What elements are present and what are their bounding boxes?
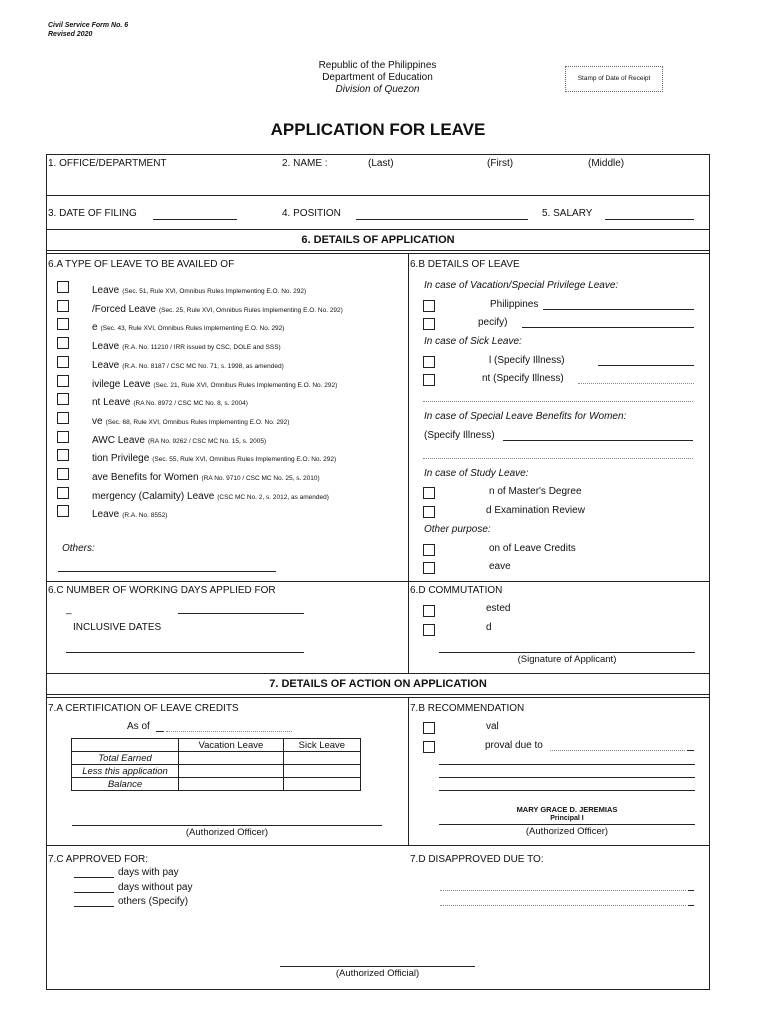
leave-type-row — [92, 392, 402, 410]
others-specify-label: others (Specify) — [118, 896, 189, 907]
commutation-option-1-checkbox[interactable] — [423, 605, 435, 617]
leave-type-reference: (RA No. 8972 / CSC MC No. 8, s. 2004) — [133, 400, 248, 407]
credits-cell[interactable] — [283, 765, 360, 778]
leave-type-reference: (CSC MC No. 2, s. 2012, as amended) — [217, 494, 329, 501]
commutation-option-2-checkbox[interactable] — [423, 624, 435, 636]
others-label: Others: — [62, 543, 95, 554]
department-label: Department of Education — [322, 72, 433, 83]
leave-type-row — [92, 355, 402, 373]
leave-type-checkbox[interactable] — [57, 505, 69, 517]
study-option-1-checkbox[interactable] — [423, 487, 435, 499]
as-of-dash — [156, 731, 164, 732]
leave-type-checkbox[interactable] — [57, 300, 69, 312]
vacation-option-2-label: pecify) — [478, 317, 508, 328]
leave-type-row — [92, 280, 402, 298]
leave-type-label: mergency (Calamity) Leave — [92, 491, 215, 502]
applicant-signature-label: (Signature of Applicant) — [517, 654, 617, 665]
leave-type-label: AWC Leave — [92, 435, 145, 446]
other-purpose-heading: Other purpose: — [424, 524, 491, 535]
section6c-title: 6.C NUMBER OF WORKING DAYS APPLIED FOR — [48, 585, 276, 596]
authorized-officer-b-label: (Authorized Officer) — [525, 826, 609, 837]
section6-title: 6. DETAILS OF APPLICATION — [301, 234, 455, 246]
recommend-approval-label: val — [486, 721, 499, 732]
leave-type-checkbox[interactable] — [57, 468, 69, 480]
date-filing-label: 3. DATE OF FILING — [48, 208, 137, 219]
authorized-officer-a-line[interactable] — [72, 825, 382, 826]
days-with-pay-label: days with pay — [118, 867, 179, 878]
vacation-option-1-label: Philippines — [490, 299, 539, 310]
leave-type-reference: (Sec. 55, Rule XVI, Omnibus Rules Implementing E.O. No. 292) — [152, 456, 337, 463]
recommend-approval-checkbox[interactable] — [423, 722, 435, 734]
leave-type-label: nt Leave — [92, 397, 131, 408]
leave-type-label: tion Privilege — [92, 453, 150, 464]
receipt-stamp-box — [565, 66, 663, 92]
recommend-line-2[interactable] — [439, 777, 695, 778]
leave-type-checkbox[interactable] — [57, 281, 69, 293]
credits-cell[interactable] — [179, 778, 284, 791]
form-number: Civil Service Form No. 6 — [48, 22, 129, 29]
recommend-disapproval-end — [687, 750, 694, 751]
sick-option-1-line — [598, 365, 694, 366]
vacation-option-1-line — [543, 309, 694, 310]
sick-option-2-line — [578, 383, 694, 384]
vacation-option-2-line — [522, 327, 694, 328]
name-last: (Last) — [368, 158, 394, 169]
section6c-dash: _ — [66, 604, 72, 615]
leave-type-row — [92, 411, 402, 429]
other-option-1-label: on of Leave Credits — [489, 543, 576, 554]
name-middle: (Middle) — [588, 158, 625, 169]
authorized-officer-b-line[interactable] — [439, 824, 695, 825]
disapproved-line-1[interactable] — [440, 890, 686, 891]
leave-type-reference: (Sec. 43, Rule XVI, Omnibus Rules Implementing E.O. No. 292) — [100, 325, 285, 332]
leave-type-row — [92, 467, 402, 485]
disapproved-line-2-end — [688, 905, 694, 906]
form-title: APPLICATION FOR LEAVE — [270, 120, 486, 139]
section6a-title: 6.A TYPE OF LEAVE TO BE AVAILED OF — [48, 259, 235, 270]
leave-type-reference: (Sec. 25, Rule XVI, Omnibus Rules Implementing E.O. No. 292) — [158, 307, 343, 314]
leave-type-reference: (RA No. 9710 / CSC MC No. 25, s. 2010) — [201, 475, 320, 482]
sick-heading: In case of Sick Leave: — [424, 336, 522, 347]
leave-type-row — [92, 486, 402, 504]
leave-type-label: ave Benefits for Women — [92, 472, 199, 483]
credits-cell[interactable] — [179, 765, 284, 778]
leave-type-reference: (RA No. 9262 / CSC MC No. 15, s. 2005) — [147, 438, 267, 445]
leave-type-label: Leave — [92, 285, 120, 296]
credits-header-vacation: Vacation Leave — [179, 739, 284, 752]
authorized-officer-a-label: (Authorized Officer) — [185, 827, 269, 838]
vacation-option-1-checkbox[interactable] — [423, 300, 435, 312]
inclusive-dates-field[interactable] — [66, 652, 304, 653]
recommend-disapproval-checkbox[interactable] — [423, 741, 435, 753]
leave-type-row — [92, 336, 402, 354]
inclusive-dates-label: INCLUSIVE DATES — [73, 622, 162, 633]
credits-cell[interactable] — [283, 778, 360, 791]
section6b-title: 6.B DETAILS OF LEAVE — [410, 259, 520, 270]
leave-type-row — [92, 299, 402, 317]
leave-type-reference: (Sec. 21, Rule XVI, Omnibus Rules Implementing E.O. No. 292) — [153, 382, 338, 389]
leave-type-label: Leave — [92, 509, 120, 520]
days-without-pay-field[interactable] — [74, 892, 114, 893]
leave-type-label: Leave — [92, 360, 120, 371]
women-option-label: (Specify Illness) — [424, 430, 495, 441]
leave-type-checkbox[interactable] — [57, 375, 69, 387]
women-option-line — [503, 440, 693, 441]
name-label: 2. NAME : — [282, 158, 328, 169]
salary-field[interactable] — [605, 219, 694, 220]
sick-option-1-label: l (Specify Illness) — [489, 355, 565, 366]
women-extra-line — [423, 458, 693, 459]
leave-type-checkbox[interactable] — [57, 337, 69, 349]
applicant-signature-line[interactable] — [439, 652, 695, 653]
authorized-official-label: (Authorized Official) — [335, 968, 420, 979]
section7d-title: 7.D DISAPPROVED DUE TO: — [410, 854, 544, 865]
others-specify-field[interactable] — [74, 906, 114, 907]
disapproved-line-1-end — [688, 890, 694, 891]
sick-extra-line — [423, 401, 693, 402]
salary-label: 5. SALARY — [542, 208, 593, 219]
leave-type-checkbox[interactable] — [57, 431, 69, 443]
section6d-title: 6.D COMMUTATION — [410, 585, 503, 596]
as-of-field[interactable] — [166, 731, 292, 732]
section7b-title: 7.B RECOMMENDATION — [410, 703, 525, 714]
section7a-title: 7.A CERTIFICATION OF LEAVE CREDITS — [48, 703, 239, 714]
leave-type-label: ivilege Leave — [92, 379, 151, 390]
commutation-option-1-label: ested — [486, 603, 511, 614]
leave-type-row — [92, 448, 402, 466]
credits-row-less: Less this application — [72, 765, 179, 778]
signer-name: MARY GRACE D. JEREMIAS — [516, 805, 618, 814]
sick-option-2-checkbox[interactable] — [423, 374, 435, 386]
leave-type-checkbox[interactable] — [57, 487, 69, 499]
days-with-pay-field[interactable] — [74, 877, 114, 878]
credits-header-blank — [72, 739, 179, 752]
position-field[interactable] — [356, 219, 528, 220]
leave-type-reference: (R.A. No. 11210 / IRR issued by CSC, DOLE and SSS) — [122, 344, 281, 351]
section7c-title: 7.C APPROVED FOR: — [48, 854, 149, 865]
authorized-official-line[interactable] — [280, 966, 475, 967]
women-heading: In case of Special Leave Benefits for Women: — [424, 411, 627, 422]
credits-cell[interactable] — [283, 752, 360, 765]
study-option-2-label: d Examination Review — [486, 505, 585, 516]
leave-type-checkbox[interactable] — [57, 449, 69, 461]
disapproved-line-2[interactable] — [440, 905, 686, 906]
credits-cell[interactable] — [179, 752, 284, 765]
position-label: 4. POSITION — [282, 208, 341, 219]
sick-option-1-checkbox[interactable] — [423, 356, 435, 368]
sick-option-2-label: nt (Specify Illness) — [482, 373, 564, 384]
as-of-label: As of — [127, 721, 150, 732]
recommend-disapproval-label: proval due to — [485, 740, 543, 751]
other-option-2-label: eave — [489, 561, 511, 572]
study-option-2-checkbox[interactable] — [423, 506, 435, 518]
study-option-1-label: n of Master's Degree — [489, 486, 582, 497]
leave-type-row — [92, 374, 402, 392]
leave-type-label: e — [92, 322, 98, 333]
leave-type-label: /Forced Leave — [92, 304, 156, 315]
republic-label: Republic of the Philippines — [318, 60, 437, 71]
signer-title: Principal I — [550, 815, 584, 822]
credits-row-balance: Balance — [72, 778, 179, 791]
credits-header-sick: Sick Leave — [283, 739, 360, 752]
recommend-line-3[interactable] — [439, 790, 695, 791]
vacation-heading: In case of Vacation/Special Privilege Leave: — [424, 280, 619, 291]
leave-credits-table — [71, 738, 361, 791]
date-filing-field[interactable] — [153, 219, 237, 220]
other-option-2-checkbox[interactable] — [423, 562, 435, 574]
leave-type-label: Leave — [92, 341, 120, 352]
leave-type-reference: (R.A. No. 8552) — [122, 512, 168, 519]
form-revision: Revised 2020 — [48, 31, 93, 38]
leave-type-reference: (R.A. No. 8187 / CSC MC No. 71, s. 1998, as amended) — [122, 363, 284, 370]
leave-type-checkbox[interactable] — [57, 318, 69, 330]
section7-title: 7. DETAILS OF ACTION ON APPLICATION — [269, 678, 487, 690]
study-heading: In case of Study Leave: — [424, 468, 529, 479]
leave-type-reference: (Sec. 51, Rule XVI, Omnibus Rules Implementing E.O. No. 292) — [122, 288, 307, 295]
credits-row-total-earned: Total Earned — [72, 752, 179, 765]
division-label: Division of Quezon — [335, 84, 420, 95]
leave-type-checkbox[interactable] — [57, 412, 69, 424]
others-field[interactable] — [58, 571, 276, 572]
working-days-field[interactable] — [178, 613, 304, 614]
recommend-line-1[interactable] — [439, 764, 695, 765]
vacation-option-2-checkbox[interactable] — [423, 318, 435, 330]
leave-type-checkbox[interactable] — [57, 356, 69, 368]
leave-type-row — [92, 430, 402, 448]
office-label: 1. OFFICE/DEPARTMENT — [48, 158, 167, 169]
recommend-disapproval-dotted — [550, 750, 685, 751]
leave-type-reference: (Sec. 68, Rule XVI, Omnibus Rules Implementing E.O. No. 292) — [105, 419, 290, 426]
leave-type-row — [92, 504, 402, 522]
leave-type-label: ve — [92, 416, 103, 427]
leave-type-checkbox[interactable] — [57, 393, 69, 405]
name-first: (First) — [487, 158, 514, 169]
days-without-pay-label: days without pay — [118, 882, 193, 893]
stamp-label: Stamp of Date of Receipt — [577, 75, 651, 82]
commutation-option-2-label: d — [486, 622, 492, 633]
other-option-1-checkbox[interactable] — [423, 544, 435, 556]
leave-type-row — [92, 317, 402, 335]
